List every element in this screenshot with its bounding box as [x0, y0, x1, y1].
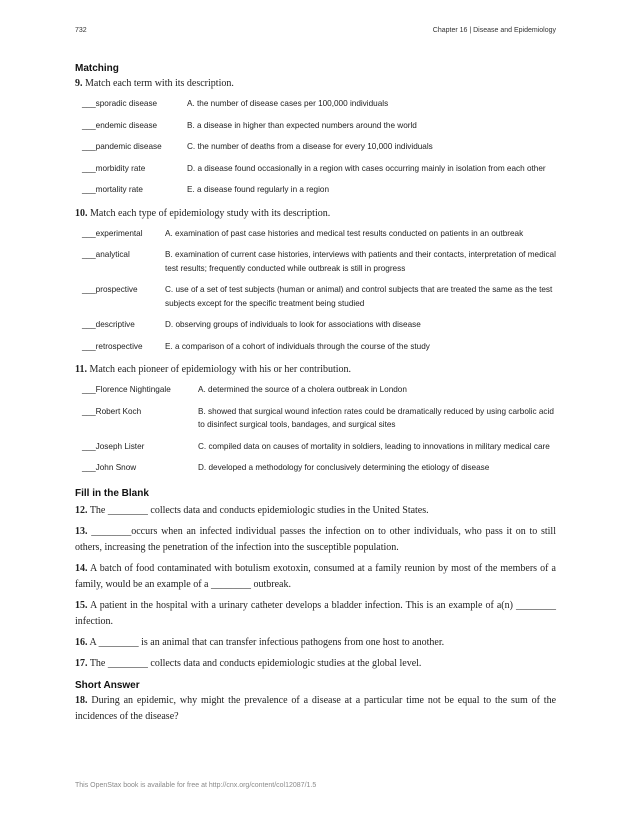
question-text: Match each pioneer of epidemiology with his or her contribution. — [89, 364, 352, 375]
matching-row — [75, 223, 556, 245]
question-text: ________occurs when an infected individual passes the infection on to other individuals, who pass it on to still others, increasing the penetration of the infection into the susceptible population. — [75, 525, 556, 553]
matching-row — [75, 336, 556, 358]
chapter-header: Chapter 16 | Disease and Epidemiology — [432, 27, 556, 34]
matching-term[interactable]: ___John Snow — [82, 463, 137, 472]
question-number: 14. — [75, 562, 88, 574]
question-number: 10. — [75, 207, 88, 219]
matching-term[interactable]: ___descriptive — [82, 320, 135, 329]
question-12 — [75, 503, 556, 519]
matching-description: C. the number of deaths from a disease for every 10,000 individuals — [187, 142, 433, 151]
question-18 — [75, 693, 556, 725]
matching-description: D. a disease found occasionally in a region with cases occurring mainly in isolation from each other — [187, 163, 546, 173]
matching-term[interactable]: ___sporadic disease — [82, 99, 158, 108]
matching-row — [75, 401, 556, 436]
matching-description: B. showed that surgical wound infection rates could be dramatically reduced by using carbolic acid to disinfect surgical tools, bandages, and surgical sites — [198, 406, 554, 429]
matching-description: D. developed a methodology for conclusively determining the etiology of disease — [198, 463, 490, 472]
matching-description: A. examination of past case histories and medical test results conducted on patients in an outbreak — [165, 228, 524, 238]
question-10 — [75, 206, 556, 222]
matching-row — [75, 457, 556, 479]
matching-term[interactable]: ___Florence Nightingale — [82, 385, 171, 394]
matching-term[interactable]: ___pandemic disease — [82, 142, 162, 151]
matching-description: B. a disease in higher than expected numbers around the world — [187, 120, 417, 130]
question-text: The ________ collects data and conducts epidemiologic studies at the global level. — [89, 657, 422, 669]
matching-table-q9 — [75, 93, 556, 201]
matching-term[interactable]: ___experimental — [82, 228, 143, 238]
question-17 — [75, 656, 556, 672]
matching-description: D. observing groups of individuals to look for associations with disease — [165, 320, 421, 329]
matching-row — [75, 314, 556, 336]
matching-row — [75, 179, 556, 201]
matching-term[interactable]: ___Joseph Lister — [82, 441, 145, 451]
matching-row — [75, 115, 556, 137]
question-number: 13. — [75, 525, 88, 537]
matching-term[interactable]: ___analytical — [82, 250, 130, 259]
matching-description: A. the number of disease cases per 100,000 individuals — [187, 99, 389, 108]
question-text: A patient in the hospital with a urinary catheter develops a bladder infection. This is an example of a(n) ________ infection. — [75, 599, 557, 627]
question-number: 16. — [75, 636, 88, 648]
section-title-fill-in-the-blank: Fill in the Blank — [75, 487, 149, 499]
page-content — [75, 62, 556, 725]
matching-row — [75, 279, 556, 314]
matching-row — [75, 93, 556, 115]
question-number: 17. — [75, 657, 88, 669]
matching-row — [75, 158, 556, 180]
matching-row — [75, 244, 556, 279]
matching-description: B. examination of current case histories, interviews with patients and their contacts, interpretation of medical test results; frequently conducted while outbreak is still in progress — [165, 250, 556, 273]
page-number: 732 — [75, 27, 87, 34]
section-title-short-answer: Short Answer — [75, 679, 140, 691]
question-text: Match each type of epidemiology study with its description. — [90, 207, 331, 219]
matching-term[interactable]: ___retrospective — [82, 341, 143, 351]
question-number: 15. — [75, 599, 88, 611]
matching-description: C. compiled data on causes of mortality in soldiers, leading to innovations in military medical care — [198, 441, 550, 451]
question-11 — [75, 362, 556, 378]
matching-description: C. use of a set of test subjects (human or animal) and control subjects that are treated the same as the test subjects except for the specific treatment being studied — [165, 285, 553, 308]
matching-term[interactable]: ___endemic disease — [82, 120, 158, 130]
matching-term[interactable]: ___prospective — [82, 285, 138, 294]
question-16 — [75, 635, 556, 651]
matching-row — [75, 136, 556, 158]
matching-table-q11 — [75, 379, 556, 479]
matching-term[interactable]: ___Robert Koch — [82, 406, 142, 416]
question-text: The ________ collects data and conducts epidemiologic studies in the United States. — [89, 504, 429, 516]
matching-description: A. determined the source of a cholera outbreak in London — [198, 385, 407, 394]
matching-table-q10 — [75, 223, 556, 358]
question-number: 9. — [75, 78, 83, 89]
matching-description: E. a comparison of a cohort of individuals through the course of the study — [165, 341, 430, 351]
question-text: Match each term with its description. — [85, 78, 234, 89]
question-text: A batch of food contaminated with botulism exotoxin, consumed at a family reunion by most of the members of a family, would be an example of a ________ outbreak. — [75, 562, 556, 590]
question-number: 18. — [75, 694, 88, 706]
matching-description: E. a disease found regularly in a region — [187, 185, 330, 194]
matching-row — [75, 436, 556, 458]
matching-term[interactable]: ___mortality rate — [82, 185, 143, 194]
question-number: 12. — [75, 504, 88, 516]
question-15 — [75, 598, 556, 630]
question-number: 11. — [75, 364, 87, 375]
section-title-matching: Matching — [75, 63, 119, 74]
question-text: During an epidemic, why might the prevalence of a disease at a particular time not be equal to the sum of the incidences of the disease? — [75, 694, 557, 722]
question-9 — [75, 76, 556, 92]
question-13 — [75, 524, 556, 556]
matching-term[interactable]: ___morbidity rate — [82, 163, 146, 173]
matching-row — [75, 379, 556, 401]
question-text: A ________ is an animal that can transfer infectious pathogens from one host to another. — [89, 636, 445, 648]
question-14 — [75, 561, 556, 593]
footer-availability-note: This OpenStax book is available for free at http://cnx.org/content/col12087/1.5 — [75, 782, 317, 789]
